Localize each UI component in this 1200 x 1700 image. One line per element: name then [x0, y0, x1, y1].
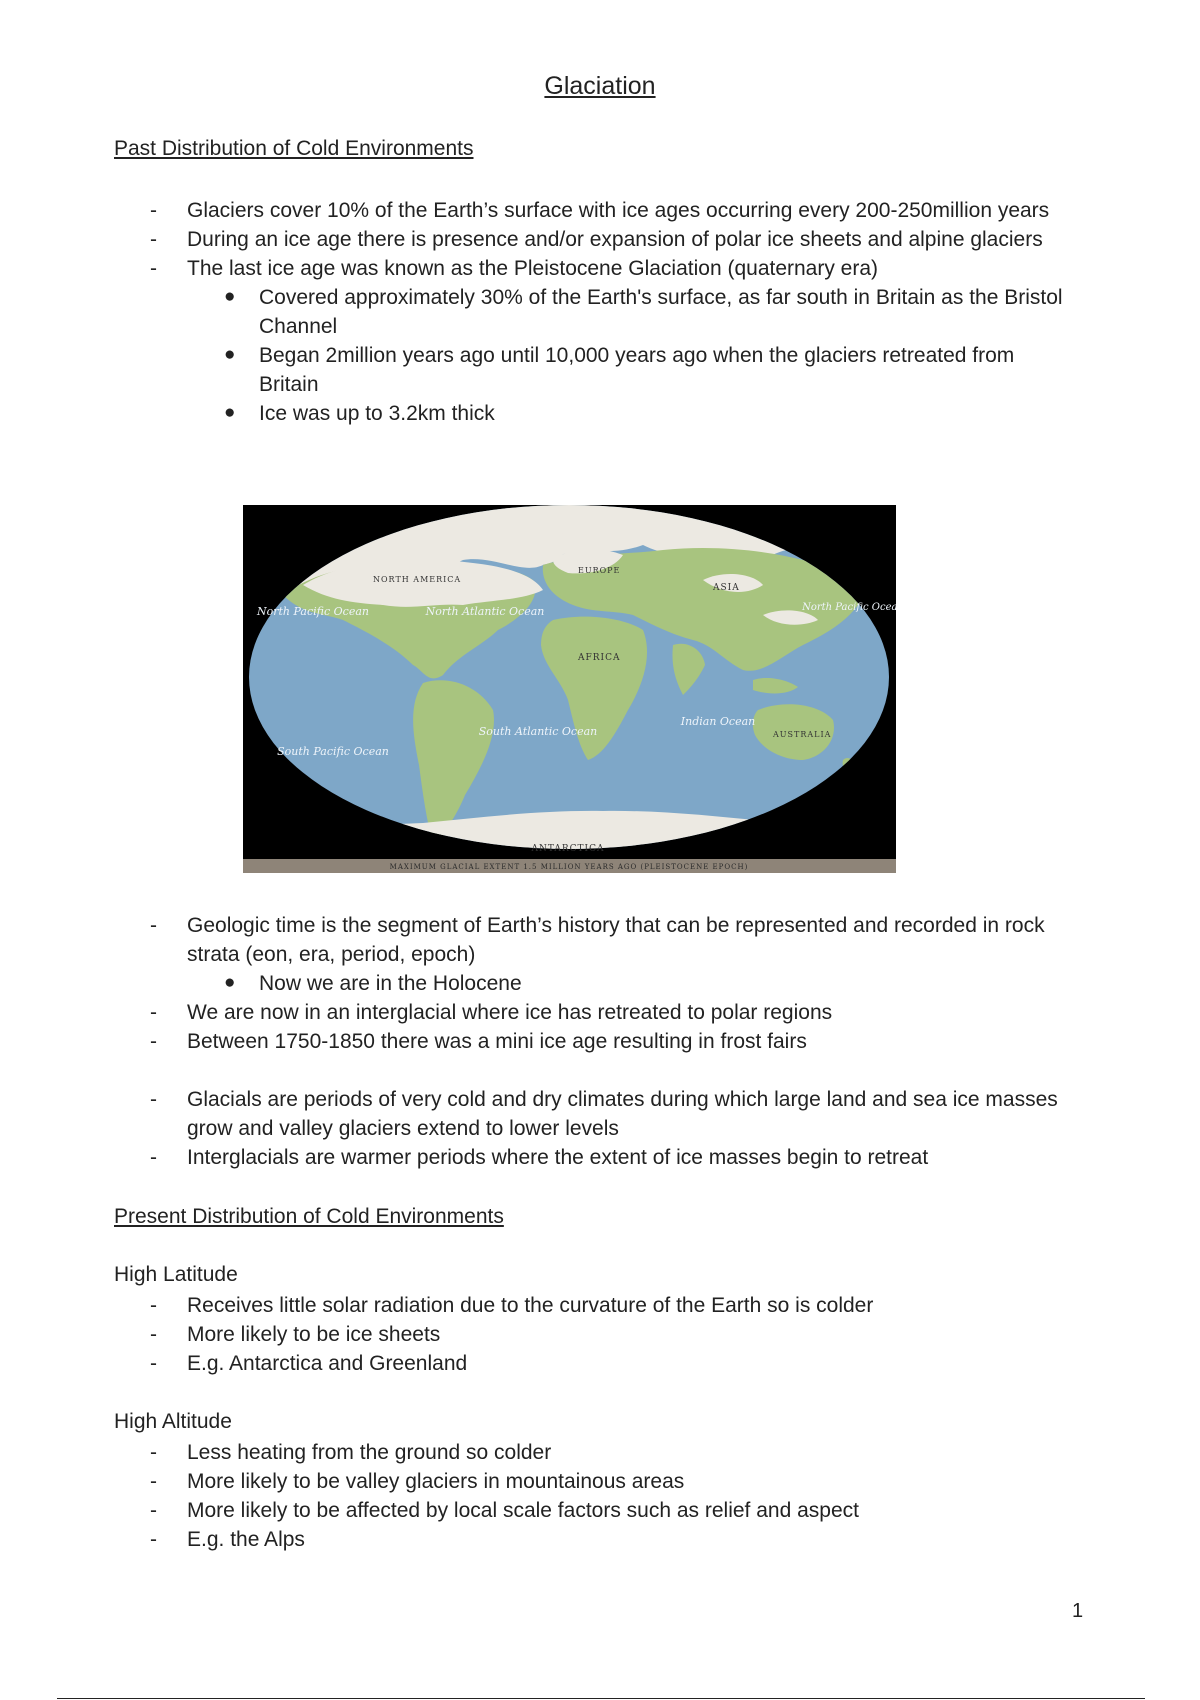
list-item: - More likely to be ice sheets [150, 1323, 441, 1346]
map-label-indian: Indian Ocean [680, 715, 756, 728]
high-latitude-label: High Latitude [114, 1263, 238, 1286]
map-label-asia: ASIA [713, 583, 740, 593]
high-altitude-label: High Altitude [114, 1410, 232, 1433]
list-item: - During an ice age there is presence and/or expansion of polar ice sheets and alpine glaciers [150, 228, 1043, 251]
list-item: - Between 1750-1850 there was a mini ice age resulting in frost fairs [150, 1030, 807, 1053]
list-item: - The last ice age was known as the Pleistocene Glaciation (quaternary era) [150, 257, 879, 280]
map-label-north-pacific-west: North Pacific Ocean [257, 605, 369, 618]
section-heading-past: Past Distribution of Cold Environments [114, 137, 474, 160]
footer-divider [57, 1698, 1145, 1699]
map-label-africa: AFRICA [578, 653, 621, 663]
high-altitude-list [0, 1438, 1200, 1554]
list-item: ● Covered approximately 30% of the Earth's surface, as far south in Britain as the Bristol Channel [224, 286, 1063, 338]
document-title: Glaciation [544, 72, 656, 100]
map-label-north-america: NORTH AMERICA [373, 575, 462, 584]
map-label-south-atlantic: South Atlantic Ocean [478, 725, 598, 738]
map-label-south-pacific: South Pacific Ocean [277, 745, 389, 758]
list-item: ● Now we are in the Holocene [224, 972, 522, 995]
list-item: - Glaciers cover 10% of the Earth’s surface with ice ages occurring every 200-250million years [150, 199, 1050, 222]
list-item: - Receives little solar radiation due to the curvature of the Earth so is colder [150, 1294, 874, 1317]
map-label-north-atlantic: North Atlantic Ocean [425, 605, 545, 618]
list-item: - More likely to be valley glaciers in mountainous areas [150, 1470, 685, 1493]
pleistocene-glaciation-map [243, 505, 896, 873]
list-spacer [0, 1056, 1200, 1085]
list-item: - Glacials are periods of very cold and dry climates during which large land and sea ice masses grow and valley glaciers extend to lower levels [150, 1088, 1058, 1140]
list-item: - E.g. Antarctica and Greenland [150, 1352, 468, 1375]
list-item: - Geologic time is the segment of Earth’s history that can be represented and recorded in rock strata (eon, era, period, epoch) [150, 914, 1045, 966]
high-latitude-list [0, 1291, 1200, 1378]
list-item: - E.g. the Alps [150, 1528, 305, 1551]
list-item: - Interglacials are warmer periods where the extent of ice masses begin to retreat [150, 1146, 929, 1169]
page-number: 1 [1072, 1600, 1084, 1622]
map-caption: MAXIMUM GLACIAL EXTENT 1.5 MILLION YEARS AGO (PLEISTOCENE EPOCH) [389, 863, 749, 871]
list-item: ● Began 2million years ago until 10,000 years ago when the glaciers retreated from Britain [224, 344, 1015, 396]
list-item: - Less heating from the ground so colder [150, 1441, 552, 1464]
section-heading-present: Present Distribution of Cold Environments [114, 1205, 504, 1228]
map-label-antarctica: ANTARCTICA [531, 844, 605, 854]
map-label-australia: AUSTRALIA [773, 730, 832, 739]
map-label-europe: EUROPE [578, 566, 621, 575]
map-label-north-pacific-east: North Pacific Ocean [802, 602, 896, 613]
list-item: - We are now in an interglacial where ice has retreated to polar regions [150, 1001, 833, 1024]
list-item: ● Ice was up to 3.2km thick [224, 402, 495, 425]
list-item: - More likely to be affected by local scale factors such as relief and aspect [150, 1499, 859, 1522]
geologic-bullet-list [0, 911, 1200, 1172]
past-bullet-list [0, 196, 1200, 428]
